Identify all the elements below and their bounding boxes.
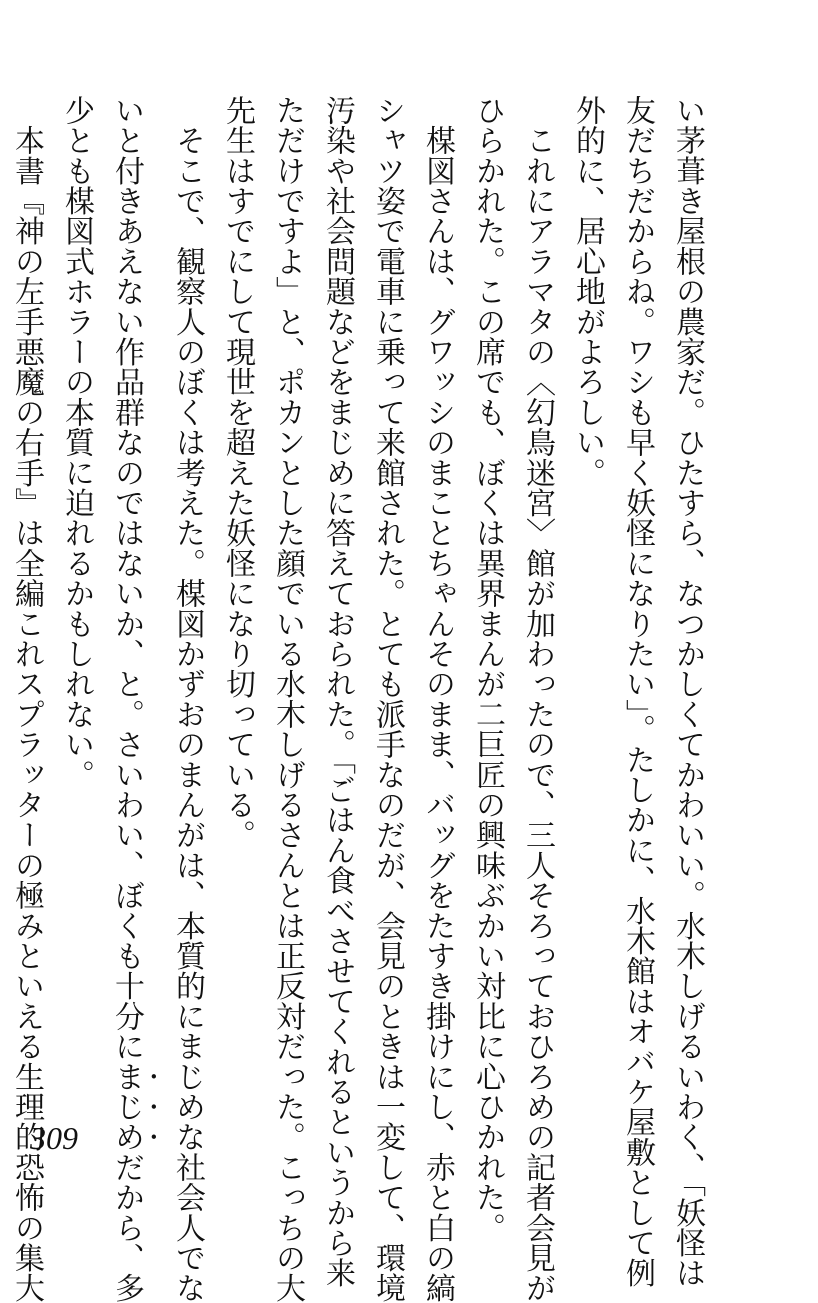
text-column xyxy=(0,95,1,1085)
text-column: 友だちだからね。ワシも早く妖怪になりたい」。たしかに、水木館はオバケ屋敷として例 xyxy=(620,95,655,1288)
text-column: いと付きあえない作品群なのではないか、と。さいわい、ぼくも十分にまじめだから、多 xyxy=(109,95,144,1303)
text-column: そこで、観察人のぼくは考えた。楳図かずおのまんがは、本質的にまじめな社会人でな xyxy=(170,95,205,1303)
text-column: 外的に、居心地がよろしい。 xyxy=(570,95,605,488)
text-column: 少とも楳図式ホラーの本質に迫れるかもしれない。 xyxy=(59,95,94,790)
text-column: い茅葺き屋根の農家だ。ひたすら、なつかしくてかわいい。水木しげるいわく、「妖怪は xyxy=(670,95,705,1288)
text-column: 先生はすでにして現世を超えた妖怪になり切っている。 xyxy=(220,95,255,850)
text-column: これにアラマタの〈幻鳥迷宮〉館が加わったので、三人そろっておひろめの記者会見が xyxy=(520,95,555,1303)
text-column: 楳図さんは、グワッシのまことちゃんそのまま、バッグをたすき掛けにし、赤と白の縞 xyxy=(420,95,455,1303)
page-number: 309 xyxy=(30,1120,78,1156)
text-column: 本書『神の左手悪魔の右手』は全編これスプラッターの極みといえる生理的恐怖の集大 xyxy=(9,95,44,1303)
text-column: シャツ姿で電車に乗って来館された。とても派手なのだが、会見のときは一変して、環境 xyxy=(370,95,405,1303)
text-column: 汚染や社会問題などをまじめに答えておられた。「ごはん食べさせてくれるというから来 xyxy=(320,95,355,1288)
emphasis-dots: まじめ xyxy=(109,1061,144,1153)
text-column: ただけですよ」と、ポカンとした顔でいる水木しげるさんとは正反対だった。こっちの大 xyxy=(270,95,305,1303)
text-column: ひらかれた。この席でも、ぼくは異界まんが二巨匠の興味ぶかい対比に心ひかれた。 xyxy=(470,95,505,1243)
